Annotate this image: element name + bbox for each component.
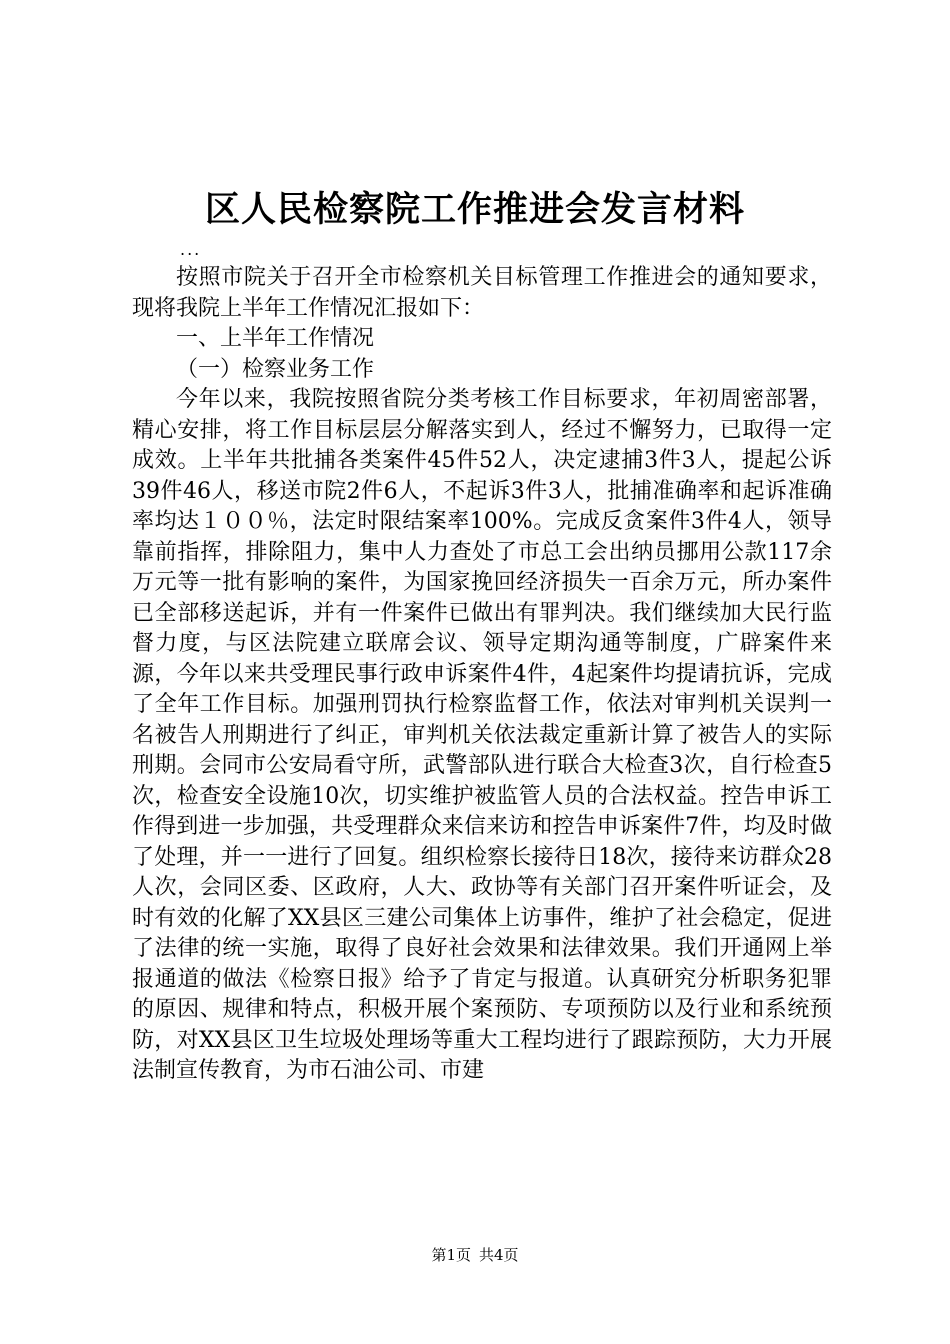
subsection-heading: （一）检察业务工作 bbox=[176, 356, 375, 382]
page-footer bbox=[0, 1245, 950, 1265]
intro-paragraph: 按照市院关于召开全市检察机关目标管理工作推进会的通知要求，现将我院上半年工作情况汇报如下： bbox=[132, 265, 832, 321]
section-heading: 一、上半年工作情况 bbox=[176, 326, 375, 351]
page-number: 第1页 bbox=[431, 1246, 471, 1264]
ellipsis-marker: ... bbox=[180, 240, 202, 259]
document-title: 区人民检察院工作推进会发言材料 bbox=[204, 189, 745, 230]
page-total: 共4页 bbox=[479, 1246, 519, 1264]
body-paragraph: 今年以来，我院按照省院分类考核工作目标要求，年初周密部署，精心安排，将工作目标层层分解落实到人，经过不懈努力，已取得一定成效。上半年共批捕各类案件45件52人，决定逮捕3件3人，提起公诉39件46人，移送市院2件6人，不起诉3件3人，批捕准确率和起诉准确率均达１００％，法定时限结案率100%。完成反贪案件3件4人，领导靠前指挥，排除阻力，集中人力查处了市总工会出纳员挪用公款117余万元等一批有影响的案件，为国家挽回经济损失一百余万元，所办案件已全部移送起诉，并有一件案件已做出有罪判决。我们继续加大民行监督力度，与区法院建立联席会议、领导定期沟通等制度，广辟案件来源，今年以来共受理民事行政申诉案件4件，4起案件均提请抗诉，完成了全年工作目标。加强刑罚执行检察监督工作，依法对审判机关误判一名被告人刑期进行了纠正，审判机关依法裁定重新计算了被告人的实际刑期。会同市公安局看守所，武警部队进行联合大检查3次，自行检查5次，检查安全设施10次，切实维护被监管人员的合法权益。控告申诉工作得到进一步加强，共受理群众来信来访和控告申诉案件7件，均及时做了处理，并一一进行了回复。组织检察长接待日18次，接待来访群众28人次，会同区委、区政府，人大、政协等有关部门召开案件听证会，及时有效的化解了XX县区三建公司集体上访事件，维护了社会稳定，促进了法律的统一实施，取得了良好社会效果和法律效果。我们开通网上举报通道的做法《检察日报》给予了肯定与报道。认真研究分析职务犯罪的原因、规律和特点，积极开展个案预防、专项预防以及行业和系统预防，对XX县区卫生垃圾处理场等重大工程均进行了跟踪预防，大力开展法制宣传教育，为市石油公司、市建 bbox=[132, 387, 832, 1083]
document-body bbox=[132, 263, 832, 1087]
